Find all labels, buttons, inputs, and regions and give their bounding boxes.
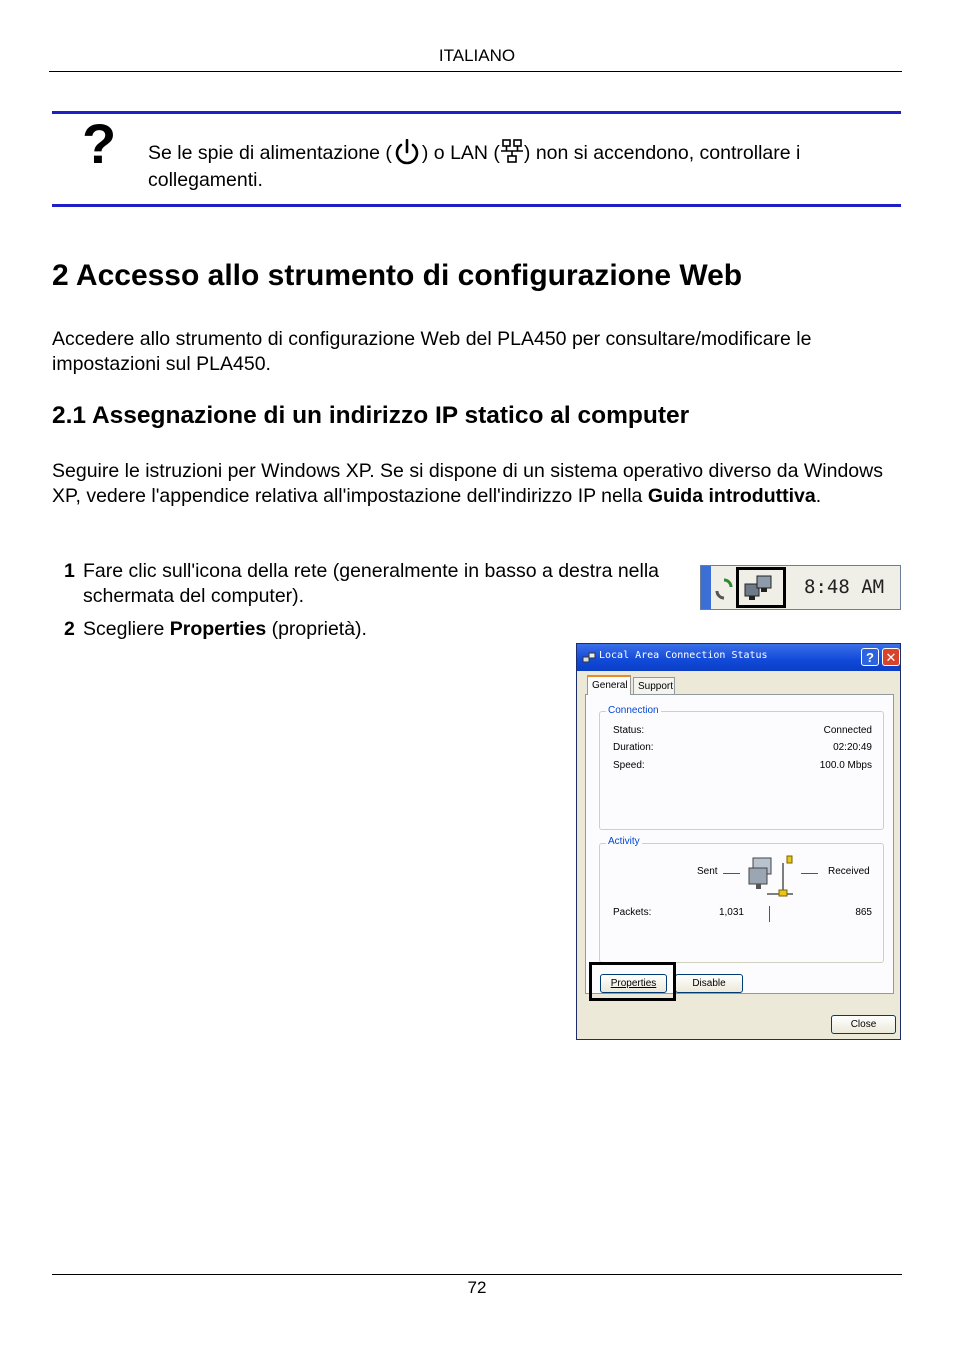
connection-status-dialog — [576, 643, 901, 1040]
packets-divider — [769, 906, 770, 922]
network-icon — [582, 651, 596, 665]
activity-group — [599, 843, 884, 963]
section-heading: 2 Accesso allo strumento di configurazione Web — [52, 259, 743, 292]
header-divider — [49, 71, 902, 72]
status-label: Status: — [613, 725, 645, 736]
step-text — [83, 617, 367, 642]
duration-value: 02:20:49 — [833, 742, 872, 753]
note-bottom-border — [52, 204, 901, 207]
paragraph-end: . — [815, 485, 822, 507]
help-button[interactable]: ? — [861, 648, 879, 666]
duration-label: Duration: — [613, 742, 654, 753]
step-properties-label: Properties — [169, 618, 267, 640]
page-number: 72 — [467, 1278, 487, 1297]
subsection-paragraph — [52, 459, 902, 509]
note-top-border — [52, 111, 901, 114]
activity-computers-icon — [747, 854, 799, 900]
connection-group-title: Connection — [608, 705, 659, 716]
properties-button[interactable]: Properties — [600, 974, 667, 993]
step-text-after: (proprietà). — [266, 618, 367, 640]
received-line — [801, 873, 818, 874]
packets-received-value: 865 — [855, 907, 872, 918]
note-text-part1: Se le spie di alimentazione ( — [148, 142, 392, 164]
dialog-title: Local Area Connection Status — [599, 650, 768, 661]
power-icon — [392, 139, 422, 165]
step-number: 1 — [64, 560, 75, 582]
close-icon[interactable]: ✕ — [882, 648, 900, 666]
received-label: Received — [828, 866, 870, 877]
packets-label: Packets: — [613, 907, 652, 918]
tab-general[interactable]: General — [587, 675, 631, 695]
disable-button[interactable]: Disable — [675, 974, 743, 993]
speed-label: Speed: — [613, 760, 645, 771]
sent-label: Sent — [697, 866, 718, 877]
packets-sent-value: 1,031 — [718, 907, 744, 918]
header-language: ITALIANO — [438, 46, 516, 65]
lan-icon — [500, 139, 524, 165]
step-text-before: Scegliere — [83, 618, 170, 640]
speed-value: 100.0 Mbps — [819, 760, 872, 771]
properties-highlight — [589, 962, 676, 1001]
tray-edge — [701, 566, 711, 609]
tab-support[interactable]: Support — [633, 677, 675, 694]
tray-clock: 8:48 AM — [804, 576, 885, 598]
note-text-part3: ) non si accendono, controllare i collegamenti. — [148, 142, 801, 191]
footer-divider — [52, 1274, 902, 1275]
note-text-part2: ) o LAN ( — [421, 142, 500, 164]
sent-line — [723, 873, 740, 874]
close-button[interactable]: Close — [831, 1015, 896, 1034]
network-icon-highlight — [736, 567, 786, 608]
note-text — [148, 139, 908, 194]
sync-icon — [715, 578, 733, 600]
system-tray-screenshot — [700, 565, 901, 610]
section-intro: Accedere allo strumento di configurazione Web del PLA450 per consultare/modificare le impostazioni sul PLA450. — [52, 328, 812, 375]
status-value: Connected — [823, 725, 872, 736]
subsection-heading: 2.1 Assegnazione di un indirizzo IP statico al computer — [52, 402, 690, 429]
step-number: 2 — [64, 618, 75, 640]
activity-group-title: Activity — [608, 836, 640, 847]
guide-reference: Guida introduttiva — [647, 485, 816, 507]
paragraph-text: Seguire le istruzioni per Windows XP. Se si dispone di un sistema operativo diverso da Windows XP, vedere l'appendice relativa all'impostazione dell'indirizzo IP nella — [52, 460, 883, 507]
step-text: Fare clic sull'icona della rete (generalmente in basso a destra nella schermata del computer). — [83, 560, 660, 607]
question-icon: ? — [82, 112, 117, 175]
